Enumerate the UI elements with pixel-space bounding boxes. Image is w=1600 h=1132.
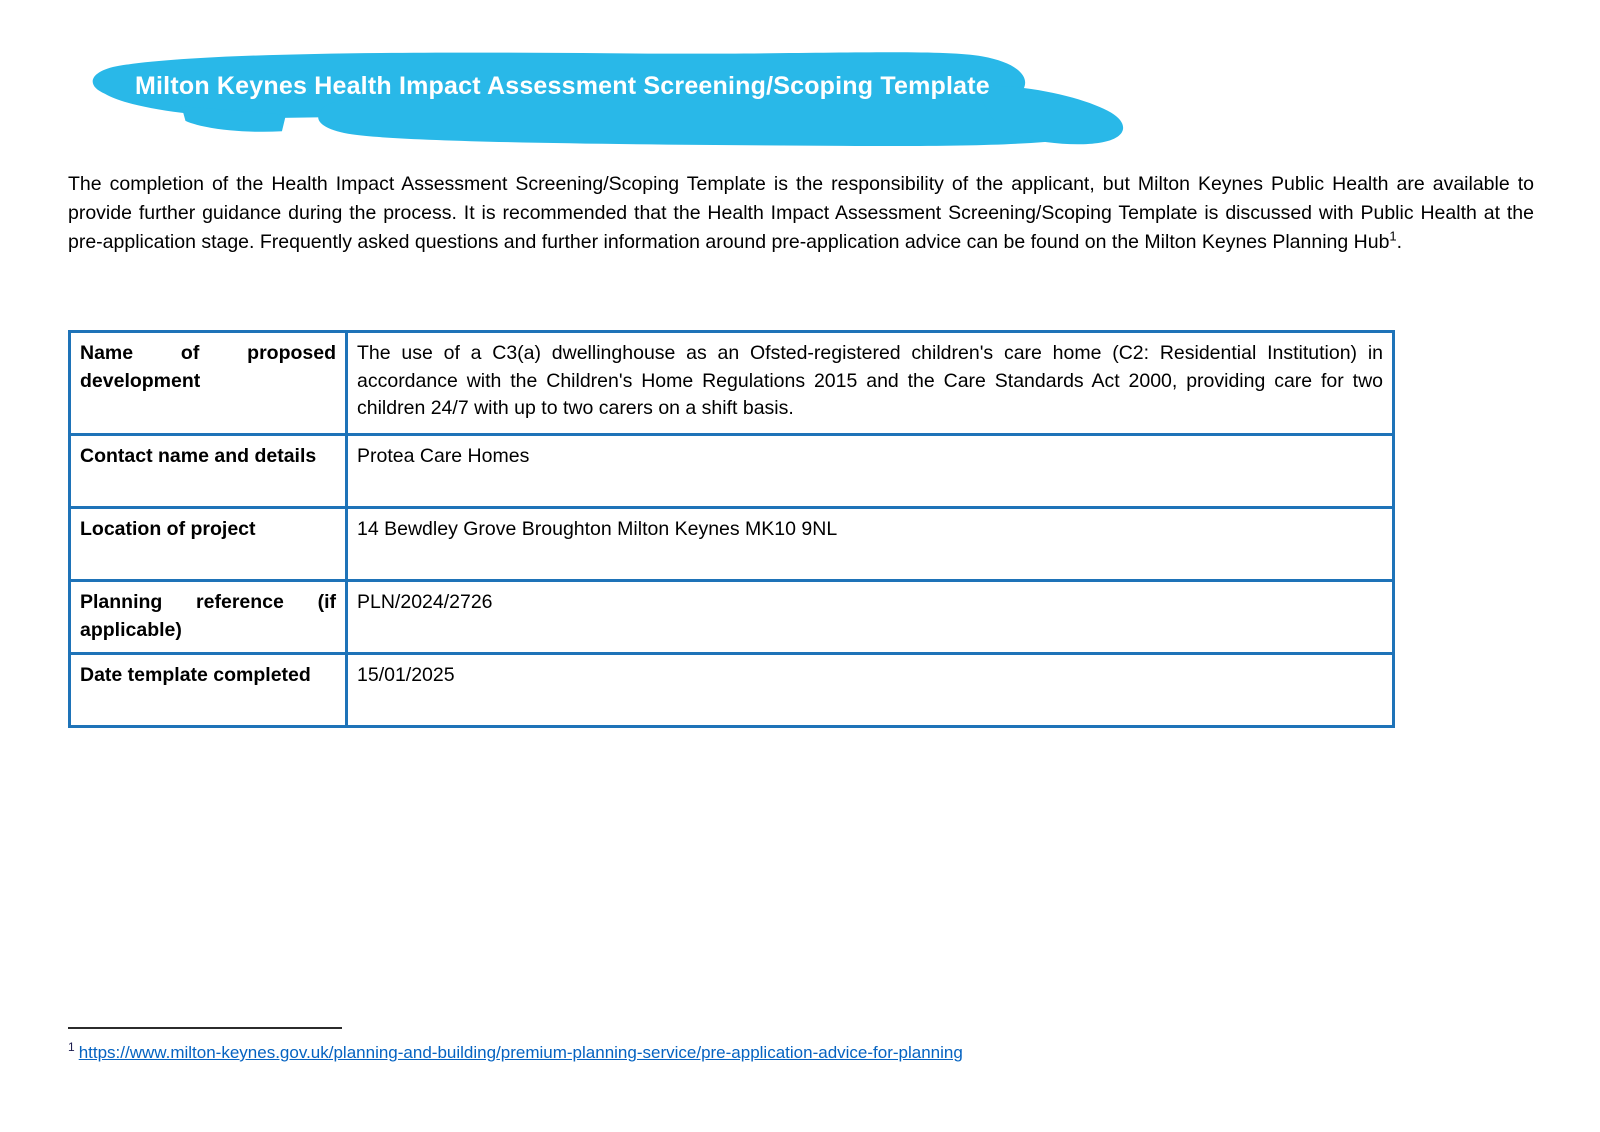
- row-value-location: 14 Bewdley Grove Broughton Milton Keynes MK10 9NL: [347, 508, 1394, 581]
- row-value-name-of-development: The use of a C3(a) dwellinghouse as an Ofsted-registered children's care home (C2: Residential Institution) in accordance with the Children's Home Regulations 2015 and the Care Standards Act 2000, providing care for two children 24/7 with up to two carers on a shift basis.: [347, 332, 1394, 435]
- intro-period: .: [1396, 231, 1403, 253]
- footnote-reference-superscript: 1: [1389, 228, 1397, 244]
- row-label-planning-reference: Planning reference (if applicable): [70, 581, 347, 654]
- row-value-planning-reference: PLN/2024/2726: [347, 581, 1394, 654]
- table-row: [70, 581, 1394, 654]
- footnote-separator: [68, 1027, 342, 1029]
- row-label-name-of-development: Name of proposed development: [70, 332, 347, 435]
- row-label-contact-name: Contact name and details: [70, 435, 347, 508]
- footnote: [68, 1042, 1468, 1064]
- table-row: [70, 435, 1394, 508]
- footnote-link[interactable]: https://www.milton-keynes.gov.uk/planning-and-building/premium-planning-service/pre-application-advice-for-planning: [78, 1043, 963, 1062]
- page-title: Milton Keynes Health Impact Assessment Screening/Scoping Template: [135, 72, 990, 100]
- table-row: [70, 508, 1394, 581]
- intro-text: The completion of the Health Impact Assessment Screening/Scoping Template is the responsibility of the applicant, but Milton Keynes Public Health are available to provide further guidance during the process. It is recommended that the Health Impact Assessment Screening/Scoping Template is discussed with Public Health at the pre-application stage. Frequently asked questions and further information around pre-application advice can be found on the Milton Keynes Planning Hub: [68, 173, 1534, 253]
- footnote-marker: 1: [68, 1040, 75, 1055]
- title-banner: [85, 46, 1130, 150]
- row-label-date-completed: Date template completed: [70, 654, 347, 727]
- row-value-contact-name: Protea Care Homes: [347, 435, 1394, 508]
- intro-paragraph: [68, 170, 1534, 257]
- table-row: [70, 332, 1394, 435]
- info-table: [68, 330, 1395, 728]
- table-row: [70, 654, 1394, 727]
- row-value-date-completed: 15/01/2025: [347, 654, 1394, 727]
- row-label-location: Location of project: [70, 508, 347, 581]
